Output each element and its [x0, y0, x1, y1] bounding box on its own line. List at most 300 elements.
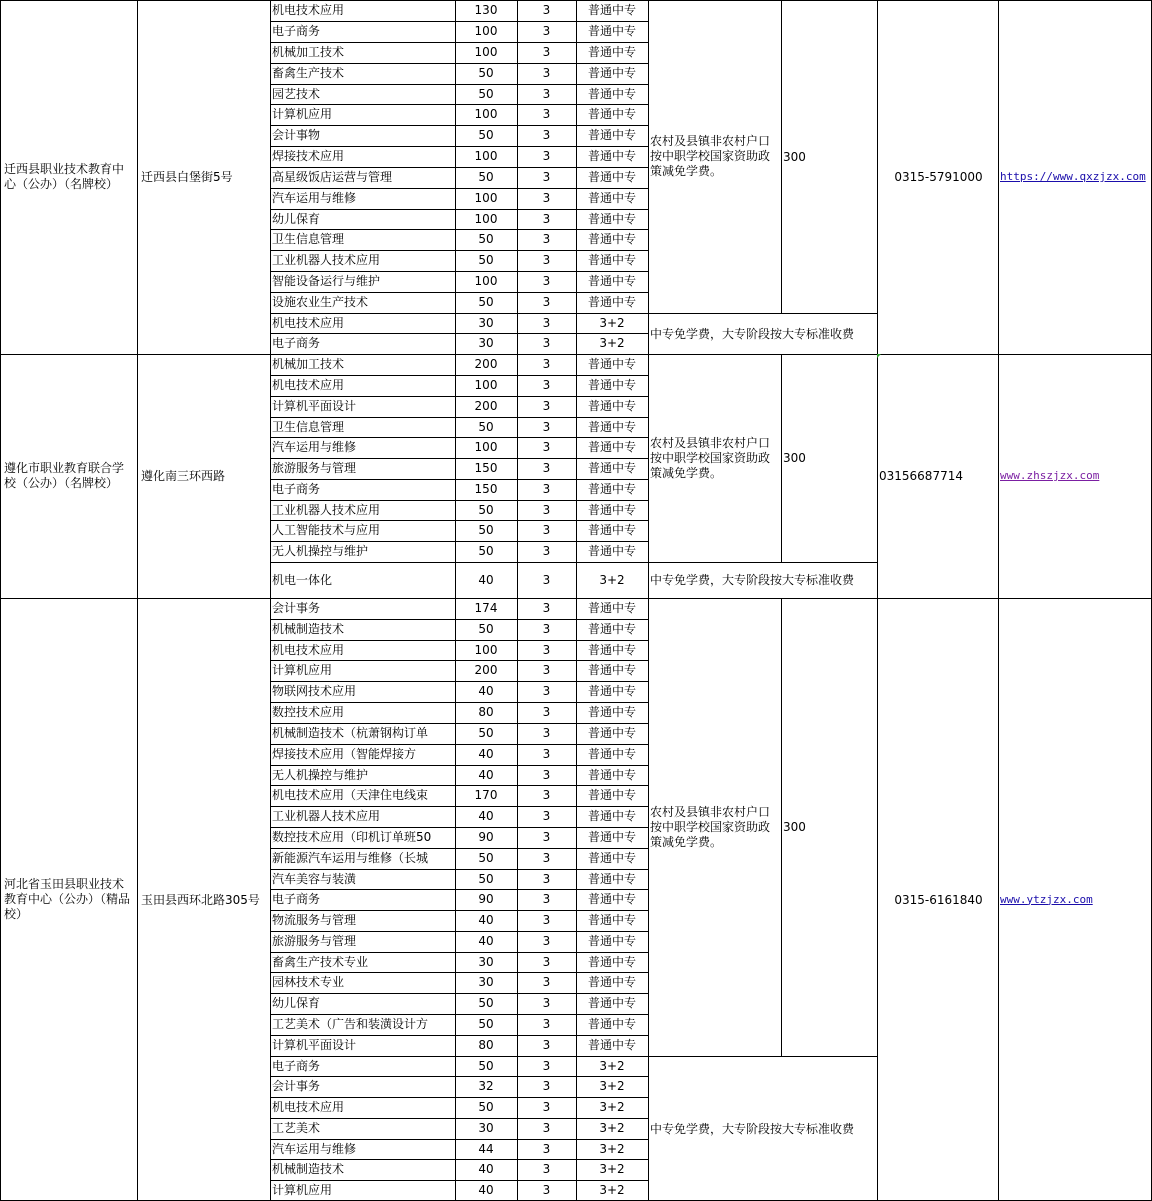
program-type: 普通中专 [587, 295, 636, 309]
grid-line [270, 188, 649, 189]
study-years: 3 [542, 809, 551, 823]
grid-line [270, 63, 649, 64]
major-name: 机电一体化 [272, 573, 333, 587]
fee-amount: 300 [783, 451, 806, 465]
program-type: 普通中专 [587, 643, 636, 657]
enrollment-count: 80 [478, 705, 494, 719]
enrollment-count: 30 [478, 336, 494, 350]
program-type: 普通中专 [587, 399, 636, 413]
enrollment-count: 50 [478, 295, 494, 309]
school-phone: 03156687714 [879, 469, 963, 483]
program-type: 普通中专 [587, 149, 636, 163]
cell-comment-marker [877, 354, 881, 358]
grid-line [270, 848, 649, 849]
study-years: 3 [542, 955, 551, 969]
tuition-policy: 中专免学费，大专阶段按大专标准收费 [650, 1121, 855, 1136]
major-name: 电子商务 [272, 24, 321, 38]
study-years: 3 [542, 705, 551, 719]
grid-line [270, 292, 649, 293]
study-years: 3 [542, 3, 551, 17]
major-name: 机电技术应用（天津住电线束 [272, 788, 429, 802]
major-name: 卫生信息管理 [272, 232, 345, 246]
major-name: 数控技术应用 [272, 705, 345, 719]
enrollment-count: 100 [474, 378, 498, 392]
study-years: 3 [542, 191, 551, 205]
grid-line [270, 479, 649, 480]
grid-line [137, 0, 138, 1201]
program-type: 普通中专 [587, 913, 636, 927]
major-name: 电子商务 [272, 482, 321, 496]
grid-line [648, 562, 878, 563]
major-name: 汽车运用与维修 [272, 191, 357, 205]
school-name: 迁西县职业技术教育中心（公办）（名牌校） [4, 162, 125, 191]
major-name: 工艺美术（广告和装潢设计方 [272, 1017, 429, 1031]
grid-line [270, 1139, 649, 1140]
program-type: 3+2 [599, 1100, 625, 1114]
study-years: 3 [542, 170, 551, 184]
enrollment-count: 50 [478, 1100, 494, 1114]
enrollment-count: 90 [478, 892, 494, 906]
major-name: 畜禽生产技术专业 [272, 955, 369, 969]
grid-line [270, 84, 649, 85]
enrollment-count: 40 [478, 934, 494, 948]
enrollment-count: 30 [478, 955, 494, 969]
enrollment-count: 50 [478, 503, 494, 517]
study-years: 3 [542, 1038, 551, 1052]
grid-line [270, 21, 649, 22]
major-name: 机械制造技术 [272, 1162, 345, 1176]
major-name: 电子商务 [272, 892, 321, 906]
grid-line [781, 598, 782, 1057]
grid-line [576, 0, 577, 1201]
program-type: 普通中专 [587, 663, 636, 677]
major-name: 物流服务与管理 [272, 913, 357, 927]
grid-line [270, 396, 649, 397]
enrollment-count: 174 [474, 601, 498, 615]
program-type: 普通中专 [587, 747, 636, 761]
program-type: 3+2 [599, 1079, 625, 1093]
grid-line [270, 1118, 649, 1119]
enrollment-count: 40 [478, 913, 494, 927]
grid-line [455, 0, 456, 1201]
study-years: 3 [542, 316, 551, 330]
major-name: 计算机应用 [272, 663, 333, 677]
program-type: 普通中专 [587, 482, 636, 496]
program-type: 普通中专 [587, 830, 636, 844]
major-name: 机械加工技术 [272, 357, 345, 371]
program-type: 普通中专 [587, 503, 636, 517]
school-name: 河北省玉田县职业技术教育中心（公办）（精品校） [4, 877, 131, 921]
grid-line [270, 1076, 649, 1077]
program-type: 普通中专 [587, 788, 636, 802]
study-years: 3 [542, 544, 551, 558]
enrollment-count: 40 [478, 1162, 494, 1176]
major-name: 工业机器人技术应用 [272, 253, 381, 267]
program-type: 普通中专 [587, 726, 636, 740]
study-years: 3 [542, 45, 551, 59]
study-years: 3 [542, 1017, 551, 1031]
enrollment-count: 50 [478, 128, 494, 142]
enrollment-count: 30 [478, 1121, 494, 1135]
major-name: 工业机器人技术应用 [272, 809, 381, 823]
enrollment-count: 200 [474, 663, 498, 677]
program-type: 普通中专 [587, 684, 636, 698]
school-website [998, 0, 1152, 354]
grid-line [270, 1035, 649, 1036]
school-address: 迁西县白堡街5号 [141, 170, 233, 184]
study-years: 3 [542, 378, 551, 392]
program-type: 普通中专 [587, 128, 636, 142]
program-type: 3+2 [599, 1121, 625, 1135]
enrollment-count: 30 [478, 316, 494, 330]
grid-line [270, 1159, 649, 1160]
program-type: 普通中专 [587, 378, 636, 392]
program-type: 普通中专 [587, 544, 636, 558]
study-years: 3 [542, 851, 551, 865]
program-type: 普通中专 [587, 523, 636, 537]
study-years: 3 [542, 336, 551, 350]
grid-line [270, 167, 649, 168]
grid-line [270, 889, 649, 890]
enrollment-count: 150 [474, 461, 498, 475]
major-name: 机械制造技术 [272, 622, 345, 636]
major-name: 幼儿保育 [272, 212, 321, 226]
grid-line [877, 0, 878, 1201]
program-type: 普通中专 [587, 87, 636, 101]
study-years: 3 [542, 1162, 551, 1176]
major-name: 机电技术应用 [272, 1100, 345, 1114]
study-years: 3 [542, 788, 551, 802]
grid-line [270, 723, 649, 724]
major-name: 无人机操控与维护 [272, 544, 369, 558]
grid-line [517, 0, 518, 1201]
study-years: 3 [542, 768, 551, 782]
program-type: 3+2 [599, 1162, 625, 1176]
enrollment-count: 50 [478, 170, 494, 184]
grid-line [270, 0, 271, 1201]
enrollment-count: 150 [474, 482, 498, 496]
program-type: 普通中专 [587, 191, 636, 205]
grid-line [270, 333, 649, 334]
major-name: 卫生信息管理 [272, 420, 345, 434]
program-type: 普通中专 [587, 232, 636, 246]
enrollment-count: 50 [478, 523, 494, 537]
major-name: 人工智能技术与应用 [272, 523, 381, 537]
study-years: 3 [542, 1079, 551, 1093]
enrollment-count: 44 [478, 1142, 494, 1156]
grid-line [270, 765, 649, 766]
program-type: 3+2 [599, 316, 625, 330]
major-name: 汽车美容与装潢 [272, 872, 357, 886]
enrollment-count: 40 [478, 809, 494, 823]
grid-line [270, 806, 649, 807]
study-years: 3 [542, 1100, 551, 1114]
grid-line [270, 562, 649, 563]
grid-line [270, 1097, 649, 1098]
enrollment-count: 40 [478, 768, 494, 782]
program-type: 普通中专 [587, 705, 636, 719]
study-years: 3 [542, 107, 551, 121]
major-name: 数控技术应用（印机订单班50 [272, 830, 432, 844]
enrollment-count: 50 [478, 622, 494, 636]
grid-line [270, 827, 649, 828]
program-type: 普通中专 [587, 622, 636, 636]
program-type: 普通中专 [587, 601, 636, 615]
major-name: 机械加工技术 [272, 45, 345, 59]
grid-line [270, 910, 649, 911]
grid-line [270, 42, 649, 43]
study-years: 3 [542, 295, 551, 309]
enrollment-count: 170 [474, 788, 498, 802]
enrollment-count: 50 [478, 66, 494, 80]
study-years: 3 [542, 892, 551, 906]
major-name: 电子商务 [272, 336, 321, 350]
study-years: 3 [542, 482, 551, 496]
major-name: 计算机平面设计 [272, 1038, 357, 1052]
major-name: 汽车运用与维修 [272, 1142, 357, 1156]
study-years: 3 [542, 420, 551, 434]
program-type: 普通中专 [587, 170, 636, 184]
study-years: 3 [542, 934, 551, 948]
major-name: 旅游服务与管理 [272, 461, 357, 475]
tuition-policy: 中专免学费，大专阶段按大专标准收费 [650, 326, 855, 341]
school-name: 遵化市职业教育联合学校（公办）（名牌校） [4, 461, 125, 490]
enrollment-count: 30 [478, 975, 494, 989]
grid-line [270, 681, 649, 682]
school-phone: 0315-5791000 [894, 170, 983, 184]
program-type: 普通中专 [587, 253, 636, 267]
tuition-policy: 农村及县镇非农村户口按中职学校国家资助政策减免学费。 [650, 134, 771, 178]
school-website [998, 598, 1152, 1201]
study-years: 3 [542, 643, 551, 657]
enrollment-count: 50 [478, 1059, 494, 1073]
program-type: 普通中专 [587, 274, 636, 288]
study-years: 3 [542, 1121, 551, 1135]
major-name: 焊接技术应用 [272, 149, 345, 163]
program-type: 普通中专 [587, 461, 636, 475]
study-years: 3 [542, 357, 551, 371]
major-name: 新能源汽车运用与维修（长城 [272, 851, 429, 865]
program-type: 普通中专 [587, 768, 636, 782]
study-years: 3 [542, 684, 551, 698]
major-name: 焊接技术应用（智能焊接方 [272, 747, 417, 761]
grid-line [270, 619, 649, 620]
program-type: 普通中专 [587, 440, 636, 454]
study-years: 3 [542, 1183, 551, 1197]
major-name: 机械制造技术（杭萧钢构订单 [272, 726, 429, 740]
program-type: 普通中专 [587, 892, 636, 906]
program-type: 普通中专 [587, 934, 636, 948]
study-years: 3 [542, 149, 551, 163]
enrollment-count: 200 [474, 357, 498, 371]
grid-line [270, 1180, 649, 1181]
school-address: 遵化南三环西路 [141, 469, 226, 483]
enrollment-count: 100 [474, 149, 498, 163]
grid-line [270, 660, 649, 661]
program-type: 普通中专 [587, 66, 636, 80]
grid-line [270, 952, 649, 953]
program-type: 普通中专 [587, 45, 636, 59]
major-name: 计算机应用 [272, 1183, 333, 1197]
program-type: 普通中专 [587, 107, 636, 121]
major-name: 智能设备运行与维护 [272, 274, 381, 288]
major-name: 机电技术应用 [272, 378, 345, 392]
grid-line [270, 104, 649, 105]
program-type: 普通中专 [587, 24, 636, 38]
grid-line [648, 1056, 878, 1057]
study-years: 3 [542, 440, 551, 454]
tuition-policy: 农村及县镇非农村户口按中职学校国家资助政策减免学费。 [650, 435, 771, 480]
program-type: 普通中专 [587, 3, 636, 17]
study-years: 3 [542, 274, 551, 288]
enrollment-count: 50 [478, 996, 494, 1010]
enrollment-count: 40 [478, 1183, 494, 1197]
enrollment-count: 200 [474, 399, 498, 413]
program-type: 普通中专 [587, 212, 636, 226]
school-website-link[interactable]: www.ytzjzx.com [1000, 892, 1093, 906]
enrollment-count: 100 [474, 24, 498, 38]
study-years: 3 [542, 66, 551, 80]
enrollment-count: 100 [474, 45, 498, 59]
school-address: 玉田县西环北路305号 [141, 892, 260, 907]
study-years: 3 [542, 24, 551, 38]
study-years: 3 [542, 232, 551, 246]
tuition-policy: 农村及县镇非农村户口按中职学校国家资助政策减免学费。 [650, 804, 771, 849]
grid-line [270, 417, 649, 418]
study-years: 3 [542, 523, 551, 537]
grid-line [648, 313, 878, 314]
major-name: 电子商务 [272, 1059, 321, 1073]
study-years: 3 [542, 830, 551, 844]
study-years: 3 [542, 622, 551, 636]
study-years: 3 [542, 747, 551, 761]
study-years: 3 [542, 601, 551, 615]
program-type: 普通中专 [587, 975, 636, 989]
major-name: 高星级饭店运营与管理 [272, 170, 393, 184]
study-years: 3 [542, 461, 551, 475]
major-name: 会计事物 [272, 128, 321, 142]
study-years: 3 [542, 726, 551, 740]
program-type: 普通中专 [587, 872, 636, 886]
enrollment-count: 40 [478, 747, 494, 761]
enrollment-count: 50 [478, 872, 494, 886]
program-type: 普通中专 [587, 357, 636, 371]
major-name: 会计事务 [272, 1079, 321, 1093]
grid-line [270, 375, 649, 376]
study-years: 3 [542, 913, 551, 927]
tuition-policy: 中专免学费，大专阶段按大专标准收费 [650, 573, 855, 587]
major-name: 设施农业生产技术 [272, 295, 369, 309]
enrollment-count: 100 [474, 440, 498, 454]
study-years: 3 [542, 872, 551, 886]
grid-line [781, 354, 782, 563]
fee-amount: 300 [783, 820, 806, 834]
grid-line [270, 146, 649, 147]
major-name: 园艺技术 [272, 87, 321, 101]
study-years: 3 [542, 253, 551, 267]
grid-line [270, 931, 649, 932]
school-phone: 0315-6161840 [894, 892, 983, 907]
study-years: 3 [542, 573, 551, 587]
enrollment-count: 100 [474, 643, 498, 657]
grid-line [270, 702, 649, 703]
program-type: 3+2 [599, 336, 625, 350]
study-years: 3 [542, 503, 551, 517]
school-website-link[interactable]: https://www.qxzjzx.com [1000, 170, 1146, 183]
program-type: 3+2 [599, 573, 625, 587]
school-website [998, 354, 1152, 598]
major-name: 工艺美术 [272, 1121, 321, 1135]
program-type: 普通中专 [587, 1017, 636, 1031]
grid-line [270, 458, 649, 459]
enrollment-count: 100 [474, 107, 498, 121]
enrollment-count: 50 [478, 851, 494, 865]
enrollment-count: 50 [478, 253, 494, 267]
enrollment-count: 80 [478, 1038, 494, 1052]
program-type: 普通中专 [587, 420, 636, 434]
major-name: 无人机操控与维护 [272, 768, 369, 782]
study-years: 3 [542, 128, 551, 142]
grid-line [270, 229, 649, 230]
grid-line [0, 0, 1, 1201]
program-type: 普通中专 [587, 1038, 636, 1052]
major-name: 汽车运用与维修 [272, 440, 357, 454]
grid-line [270, 125, 649, 126]
grid-line [270, 271, 649, 272]
grid-line [270, 209, 649, 210]
grid-line [998, 0, 999, 1201]
enrollment-count: 40 [478, 573, 494, 587]
program-type: 3+2 [599, 1059, 625, 1073]
grid-line [270, 250, 649, 251]
grid-line [270, 1014, 649, 1015]
grid-line [270, 640, 649, 641]
study-years: 3 [542, 663, 551, 677]
program-type: 3+2 [599, 1183, 625, 1197]
major-name: 园林技术专业 [272, 975, 345, 989]
study-years: 3 [542, 87, 551, 101]
study-years: 3 [542, 399, 551, 413]
program-type: 普通中专 [587, 955, 636, 969]
major-name: 幼儿保育 [272, 996, 321, 1010]
enrollment-count: 50 [478, 726, 494, 740]
major-name: 会计事务 [272, 601, 321, 615]
major-name: 旅游服务与管理 [272, 934, 357, 948]
major-name: 机电技术应用 [272, 643, 345, 657]
study-years: 3 [542, 975, 551, 989]
enrollment-count: 130 [474, 3, 498, 17]
school-website-link[interactable]: www.zhszjzx.com [1000, 469, 1100, 482]
major-name: 工业机器人技术应用 [272, 503, 381, 517]
enrollment-count: 32 [478, 1079, 494, 1093]
enrollment-count: 40 [478, 684, 494, 698]
enrollment-count: 50 [478, 1017, 494, 1031]
major-name: 畜禽生产技术 [272, 66, 345, 80]
grid-line [270, 313, 649, 314]
study-years: 3 [542, 1142, 551, 1156]
grid-line [270, 744, 649, 745]
enrollment-count: 50 [478, 544, 494, 558]
grid-line [270, 972, 649, 973]
major-name: 计算机平面设计 [272, 399, 357, 413]
enrollment-count: 100 [474, 191, 498, 205]
program-type: 普通中专 [587, 851, 636, 865]
enrollment-count: 100 [474, 212, 498, 226]
enrollment-count: 100 [474, 274, 498, 288]
grid-line [270, 1056, 649, 1057]
grid-line [270, 993, 649, 994]
enrollment-count: 50 [478, 420, 494, 434]
